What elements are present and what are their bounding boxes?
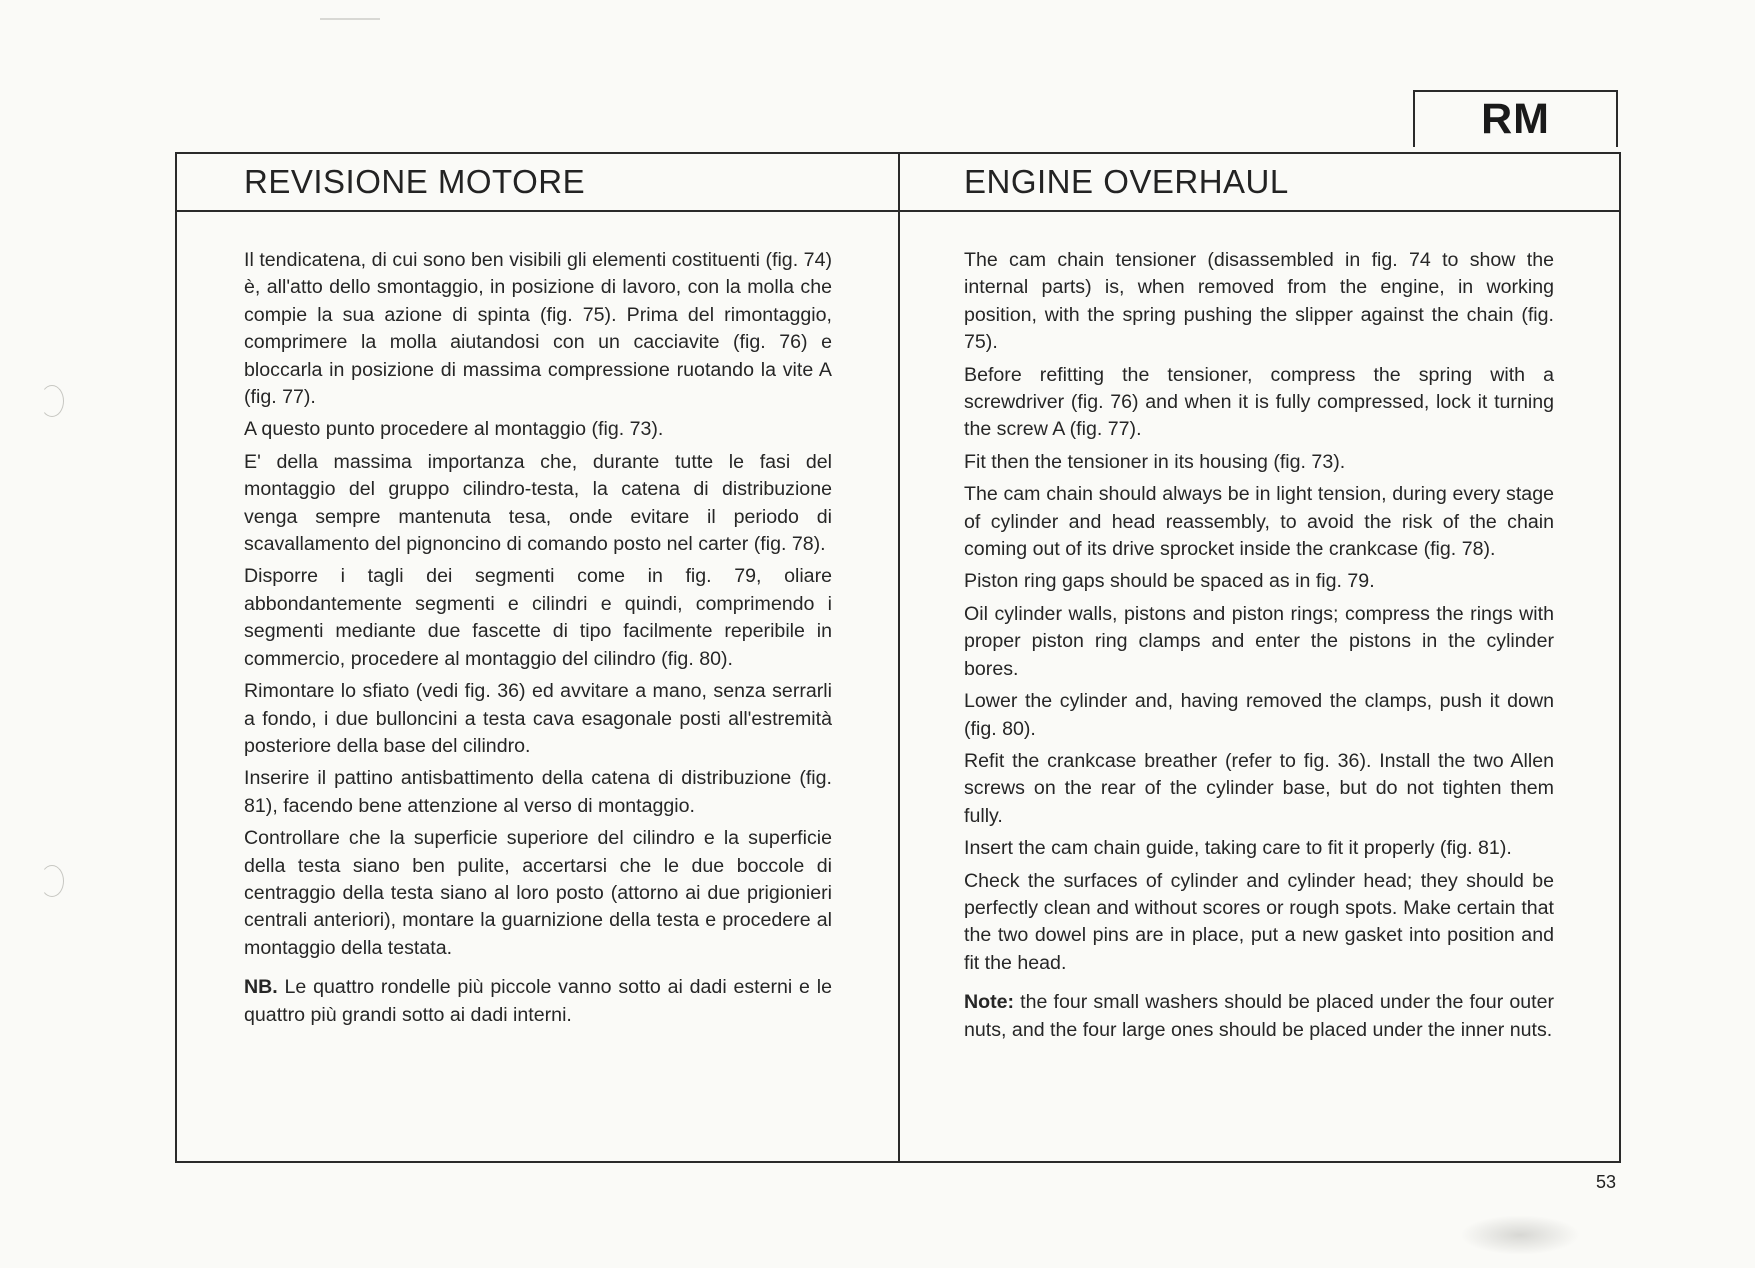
note-text: the four small washers should be placed under the four outer nuts, and the four large ones should be placed under the inner nuts. [964,991,1554,1041]
paragraph: Inserire il pattino antisbattimento della catena di distribuzione (fig. 81), facendo bene attenzione al verso di montaggio. [244,767,832,817]
paragraph: E' della massima importanza che, durante tutte le fasi del montaggio del gruppo cilindro-testa, la catena di distribuzione venga sempre mantenuta tesa, onde evitare il periodo di scavallamento del pignoncino di comando posto nel carter (fig. 78). [244,450,832,556]
column-divider [898,152,900,1163]
note-label: Note: [964,991,1015,1014]
binder-hole-icon [40,865,64,897]
english-text-column [964,247,1554,1049]
paragraph: The cam chain tensioner (disassembled in fig. 74 to show the internal parts) is, when removed from the engine, in working position, with the spring pushing the slipper against the chain (fig. 75). [964,249,1554,354]
paragraph: Before refitting the tensioner, compress the spring with a screwdriver (fig. 76) and when it is fully compressed, lock it turning the screw A (fig. 77). [964,363,1554,441]
left-section-title: REVISIONE MOTORE [244,163,586,200]
paragraph: Oil cylinder walls, pistons and piston rings; compress the rings with proper piston ring clamps and enter the pistons in the cylinder bores. [964,602,1554,680]
paragraph: Insert the cam chain guide, taking care to fit it properly (fig. 81). [964,837,1512,860]
scan-mark [320,18,380,20]
binder-hole-icon [40,385,64,417]
paragraph: Piston ring gaps should be spaced as in fig. 79. [964,570,1375,593]
right-section-title: ENGINE OVERHAUL [964,163,1289,200]
paragraph: Il tendicatena, di cui sono ben visibili gli elementi costituenti (fig. 74) è, all'atto dello smontaggio, in posizione di lavoro, con la molla che compie la sua azione di spinta (fig. 75). Prima del rimontaggio, comprimere la molla aiutandosi con un cacciavite (fig. 76) e bloccarla in posizione di massima compressione ruotando la vite A (fig. 77). [244,249,832,409]
paragraph: Fit then the tensioner in its housing (fig. 73). [964,450,1346,473]
paragraph: Rimontare lo sfiato (vedi fig. 36) ed avvitare a mano, senza serrarli a fondo, i due bulloncini a testa cava esagonale posti all'estremità posteriore della base del cilindro. [244,680,832,757]
paragraph: Disporre i tagli dei segmenti come in fig. 79, oliare abbondantemente segmenti e cilindri e quindi, comprimendo i segmenti mediante due fascette di tipo facilmente reperibile in commercio, procedere al montaggio del cilindro (fig. 80). [244,565,832,670]
paragraph: The cam chain should always be in light tension, during every stage of cylinder and head reassembly, to avoid the risk of the chain coming out of its drive sprocket inside the crankcase (fig. 78). [964,483,1554,561]
paragraph: Lower the cylinder and, having removed the clamps, push it down (fig. 80). [964,690,1554,740]
note-label: NB. [244,976,278,999]
paragraph: Check the surfaces of cylinder and cylinder head; they should be perfectly clean and without scores or rough spots. Make certain that the two dowel pins are in place, put a new gasket into position and fit the head. [964,869,1554,974]
page-number: 53 [1596,1172,1617,1192]
paragraph: Refit the crankcase breather (refer to fig. 36). Install the two Allen screws on the rear of the cylinder base, but do not tighten them fully. [964,749,1554,827]
paragraph: Controllare che la superficie superiore del cilindro e la superficie della testa siano ben pulite, accertarsi che le due boccole di centraggio della testa siano al loro posto (attorno ai due prigionieri centrali anteriori), montare la guarnizione della testa e procedere al montaggio della testata. [244,827,832,959]
paragraph: A questo punto procedere al montaggio (fig. 73). [244,418,664,441]
note-text: Le quattro rondelle più piccole vanno sotto ai dadi esterni e le quattro più grandi sotto ai dadi interni. [244,976,832,1026]
scan-shadow [1460,1215,1580,1255]
section-badge: RM [1413,90,1618,147]
italian-text-column [244,247,832,1034]
note-paragraph [244,974,832,1029]
note-paragraph [964,989,1554,1044]
